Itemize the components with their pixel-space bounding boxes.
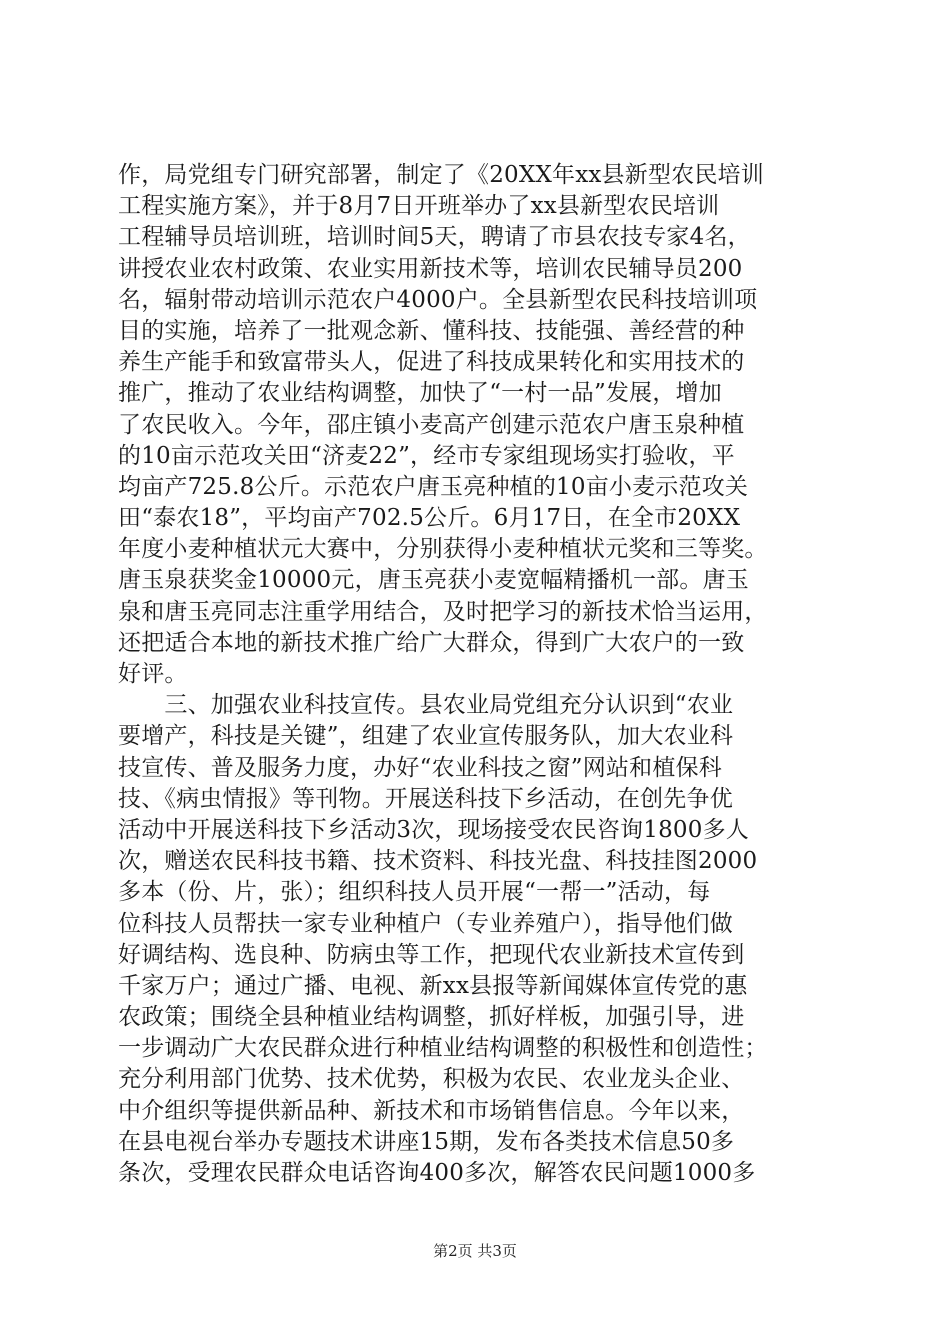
text-line: 田“泰农18”，平均亩产702.5公斤。6月17日，在全市20XX [118, 505, 741, 532]
text-line: 中介组织等提供新品种、新技术和市场销售信息。今年以来， [118, 1097, 745, 1124]
text-line: 要增产，科技是关键”，组建了农业宣传服务队，加大农业科 [118, 723, 734, 750]
text-line: 好评。 [118, 661, 188, 687]
text-line: 讲授农业农村政策、农业实用新技术等，培训农民辅导员200 [118, 255, 743, 282]
text-line: 目的实施，培养了一批观念新、懂科技、技能强、善经营的种 [118, 317, 745, 344]
text-line: 工程实施方案》，并于8月7日开班举办了xx县新型农民培训 [118, 193, 720, 220]
text-line: 好调结构、选良种、防病虫等工作，把现代农业新技术宣传到 [118, 941, 745, 968]
text-line: 多本（份、片，张）；组织科技人员开展“一帮一”活动，每 [118, 879, 711, 906]
text-line: 推广，推动了农业结构调整，加快了“一村一品”发展，增加 [118, 380, 722, 407]
text-line: 作，局党组专门研究部署，制定了《20XX年xx县新型农民培训 [118, 162, 764, 188]
text-line: 了农民收入。今年，邵庄镇小麦高产创建示范农户唐玉泉种植 [118, 411, 745, 438]
text-line: 还把适合本地的新技术推广给广大群众，得到广大农户的一致 [118, 629, 745, 656]
text-line: 在县电视台举办专题技术讲座15期，发布各类技术信息50多 [118, 1128, 735, 1155]
text-line: 泉和唐玉亮同志注重学用结合，及时把学习的新技术恰当运用， [118, 598, 768, 625]
body-text [118, 160, 838, 1189]
text-line: 养生产能手和致富带头人，促进了科技成果转化和实用技术的 [118, 349, 745, 376]
page-number: 第2页 共3页 [433, 1242, 517, 1260]
section-heading-line: 三、加强农业科技宣传。县农业局党组充分认识到“农业 [118, 692, 734, 719]
text-line: 唐玉泉获奖金10000元，唐玉亮获小麦宽幅精播机一部。唐玉 [118, 567, 749, 594]
text-line: 工程辅导员培训班，培训时间5天，聘请了市县农技专家4名， [118, 224, 751, 251]
text-line: 技宣传、普及服务力度，办好“农业科技之窗”网站和植保科 [118, 754, 722, 781]
text-line: 千家万户；通过广播、电视、新xx县报等新闻媒体宣传党的惠 [118, 972, 748, 999]
page-footer [0, 1241, 950, 1261]
text-line: 充分利用部门优势、技术优势，积极为农民、农业龙头企业、 [118, 1066, 745, 1093]
text-line: 一步调动广大农民群众进行种植业结构调整的积极性和创造性； [118, 1035, 768, 1062]
text-line: 次，赠送农民科技书籍、技术资料、科技光盘、科技挂图2000 [118, 848, 758, 875]
text-line: 均亩产725.8公斤。示范农户唐玉亮种植的10亩小麦示范攻关 [118, 473, 749, 500]
text-line: 活动中开展送科技下乡活动3次，现场接受农民咨询1800多人 [118, 816, 749, 843]
text-line: 的10亩示范攻关田“济麦22”，经市专家组现场实打验收，平 [118, 442, 735, 469]
text-line: 名，辐射带动培训示范农户4000户。全县新型农民科技培训项 [118, 286, 758, 313]
text-line: 农政策；围绕全县种植业结构调整，抓好样板，加强引导，进 [118, 1004, 745, 1031]
text-line: 年度小麦种植状元大赛中，分别获得小麦种植状元奖和三等奖。 [118, 536, 768, 563]
text-line: 位科技人员帮扶一家专业种植户（专业养殖户），指导他们做 [118, 910, 733, 937]
text-line: 条次，受理农民群众电话咨询400多次，解答农民问题1000多 [118, 1160, 756, 1186]
text-line: 技、《病虫情报》等刊物。开展送科技下乡活动，在创先争优 [118, 785, 733, 812]
